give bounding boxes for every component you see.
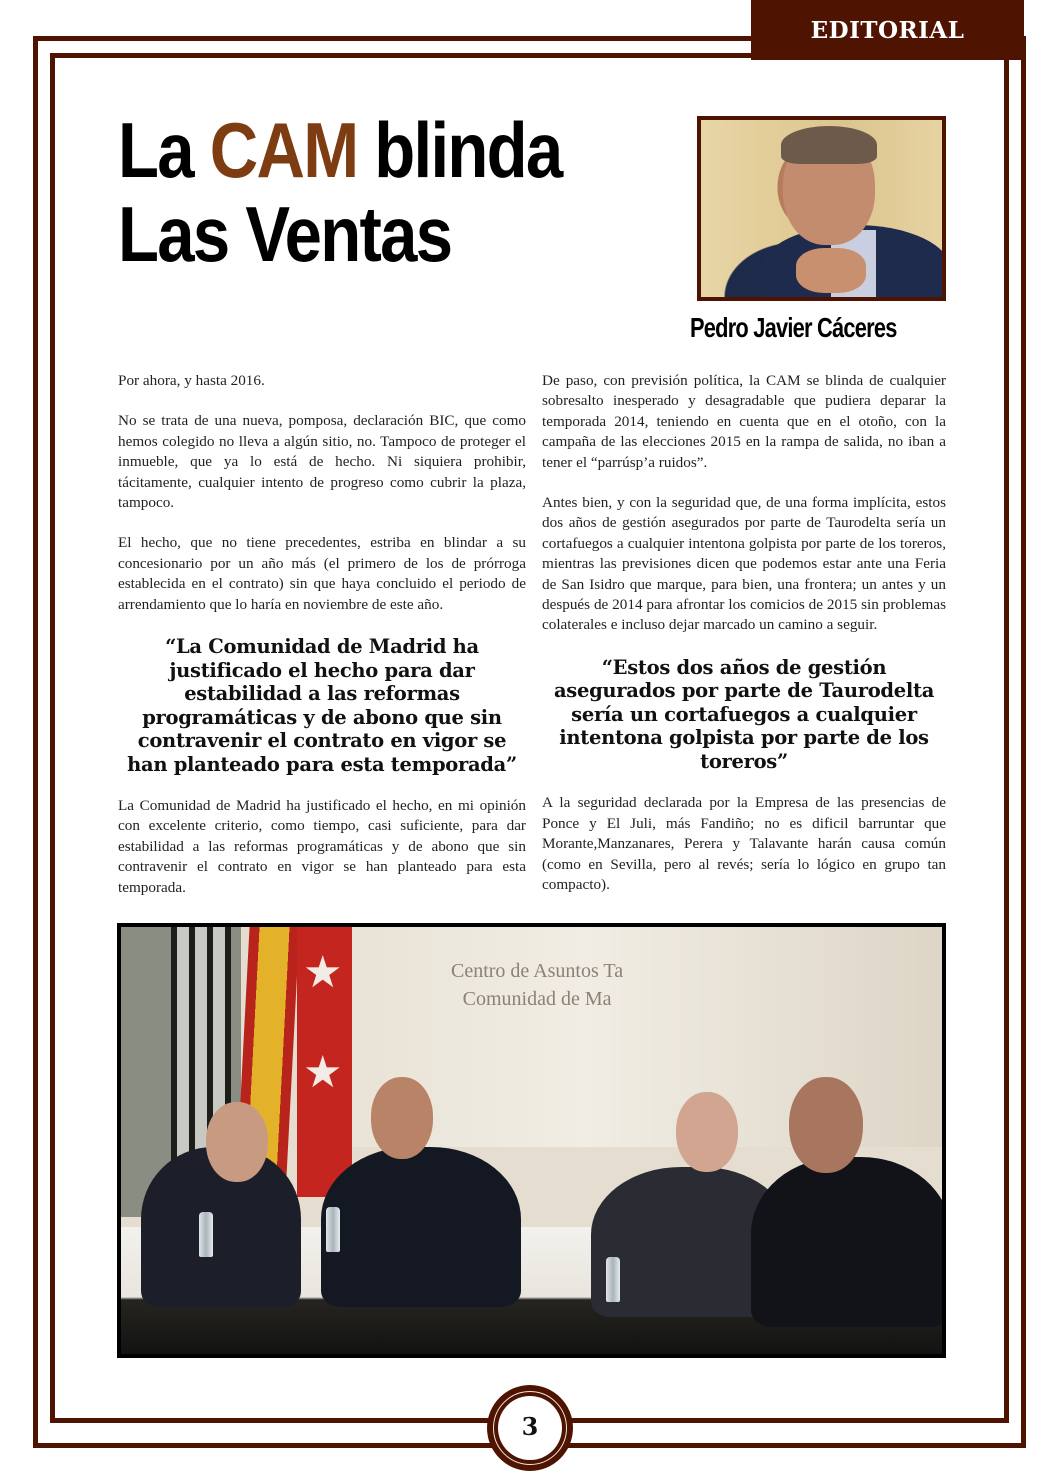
sign-line1: Centro de Asuntos Ta (451, 960, 624, 982)
paragraph: De paso, con previsión política, la CAM se blinda de cualquier sobresalto inesperado y desagradable que pudiera deparar la temporada 2014, teniendo en cuenta que en el otoño, con la campaña de las elecciones 2015 en la rampa de salida, no iban a tener el “parrúsp’a ruidos”. (542, 372, 946, 471)
main-photo (117, 923, 946, 1358)
paragraph: A la seguridad declarada por la Empresa de las presencias de Ponce y El Juli, más Fandiño; no es dificil barruntar que Morante,Manzanares, Perera y Talavante harán causa común (como en Sevilla, pero al revés; sería lo lógico en grupo tan compacto). (542, 794, 946, 893)
pullquote: “Estos dos años de gestión asegurados por parte de Taurodelta sería un cortafuegos a cualquier intentona golpista por parte de los toreros” (553, 655, 935, 773)
paragraph: La Comunidad de Madrid ha justificado el hecho, en mi opinión con excelente criterio, como tiempo, casi suficiente, para dar estabilidad a las reformas programáticas y de abono que sin contravenir el contrato en vigor se han planteado para esta temporada. (118, 797, 526, 896)
section-label: EDITORIAL (810, 16, 965, 44)
photo-hand (796, 248, 866, 293)
photo-hair (781, 126, 877, 164)
madrid-flag (297, 927, 352, 1197)
headline-line2: Las Ventas (118, 190, 452, 278)
author-photo (697, 116, 946, 301)
photo-wall-sign (451, 957, 623, 1013)
headline-line1-post: blinda (357, 106, 562, 194)
headline-accent: CAM (209, 106, 358, 194)
photo-person-2 (321, 1147, 521, 1307)
article-column-left (118, 371, 526, 918)
article-column-right (542, 371, 946, 915)
section-tab (751, 0, 1024, 60)
author-name: Pedro Javier Cáceres (690, 312, 897, 343)
water-bottle (326, 1207, 340, 1252)
photo-person-3-head (676, 1092, 738, 1172)
headline (118, 108, 561, 276)
paragraph: Antes bien, y con la seguridad que, de una forma implícita, estos dos años de gestión asegurados por parte de Taurodelta sería un cortafuegos a cualquier intentona golpista por parte de los toreros, mientras las previsiones dicen que podemos estar ante una Feria de San Isidro que marque, para bien, una frontera; un antes y un después de 2014 para afrontar los comicios de 2015 sin problemas colaterales e incluso dejar marcado un camino a seguir. (542, 494, 946, 634)
paragraph: Por ahora, y hasta 2016. (118, 372, 265, 389)
photo-person-4-head (789, 1077, 863, 1173)
headline-line1-pre: La (118, 106, 210, 194)
sign-line2: Comunidad de Ma (462, 988, 612, 1010)
pullquote: “La Comunidad de Madrid ha justificado el hecho para dar estabilidad a las reformas programáticas y de abono que sin contravenir el contrato en vigor se han planteado para esta temporada” (127, 635, 517, 776)
water-bottle (199, 1212, 213, 1257)
paragraph: No se trata de una nueva, pomposa, declaración BIC, que como hemos colegido no lleva a algún sitio, no. Tampoco de proteger el inmueble, que ya lo está de hecho. Ni siquiera prohibir, tácitamente, cualquier intento de progreso como cubrir la plaza, tampoco. (118, 412, 526, 512)
photo-person-1-head (206, 1102, 268, 1182)
photo-person-2-head (371, 1077, 433, 1159)
paragraph: El hecho, que no tiene precedentes, estriba en blindar a su concesionario por un año más (el primero de los de prórroga establecida en el contrato) sin que haya concluido el periodo de arrendamiento que lo haría en noviembre de este año. (118, 534, 526, 613)
water-bottle (606, 1257, 620, 1302)
photo-person-4 (751, 1157, 946, 1327)
page-number: 3 (521, 1412, 539, 1441)
